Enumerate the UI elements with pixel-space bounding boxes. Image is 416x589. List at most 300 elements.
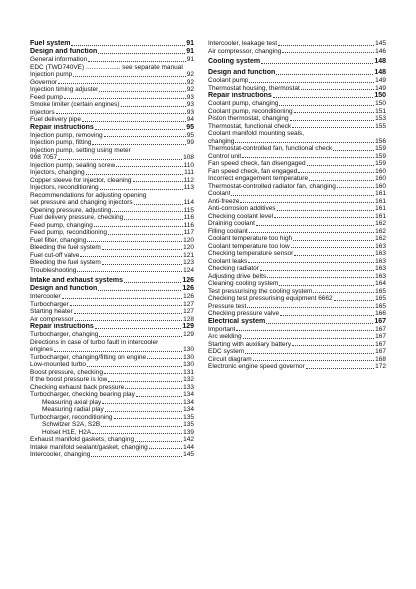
toc-entry-title: Repair instructions bbox=[30, 123, 94, 131]
toc-entry-title: Electrical system bbox=[208, 317, 266, 325]
toc-entry bbox=[30, 421, 194, 429]
toc-leader-dots bbox=[108, 381, 182, 382]
toc-leader-dots bbox=[102, 264, 182, 265]
toc-leader-dots bbox=[105, 411, 182, 412]
toc-entry-title: Fuel system bbox=[30, 40, 71, 47]
toc-entry bbox=[30, 354, 194, 362]
toc-entry bbox=[208, 108, 386, 116]
toc-entry-page: 114 bbox=[183, 199, 194, 206]
toc-entry-title: Copper sleeve for injector, cleaning bbox=[30, 176, 132, 184]
toc-entry bbox=[30, 252, 194, 260]
toc-leader-dots bbox=[245, 353, 374, 354]
toc-leader-dots bbox=[147, 358, 182, 359]
toc-entry-page: 159 bbox=[375, 145, 386, 152]
toc-entry-title: Injection timing adjuster bbox=[30, 86, 99, 93]
toc-leader-dots bbox=[231, 195, 374, 196]
toc-leader-dots bbox=[235, 142, 374, 143]
toc-entry-page: 115 bbox=[183, 206, 194, 214]
toc-leader-dots bbox=[309, 180, 374, 181]
toc-leader-dots bbox=[136, 396, 182, 397]
toc-entry-page: 93 bbox=[186, 93, 194, 101]
toc-leader-dots bbox=[277, 210, 375, 211]
toc-entry-page: 121 bbox=[183, 251, 194, 259]
toc-entry bbox=[30, 316, 194, 324]
toc-entry-title: Coolant pump bbox=[208, 77, 249, 84]
toc-entry bbox=[208, 318, 386, 326]
toc-entry-page: 164 bbox=[375, 280, 386, 287]
toc-entry-title: Injection pump, setting using meter bbox=[30, 146, 131, 154]
toc-entry bbox=[208, 348, 386, 356]
toc-leader-dots bbox=[149, 448, 182, 449]
toc-entry-title: Fuel delivery pressure, checking bbox=[30, 214, 124, 221]
toc-entry-title: Measuring axial play bbox=[42, 398, 102, 406]
toc-entry bbox=[208, 220, 386, 228]
toc-leader-dots bbox=[313, 292, 374, 293]
toc-entry-page: 116 bbox=[183, 221, 194, 229]
toc-entry-title: Control unit bbox=[208, 152, 242, 160]
toc-entry-page: 108 bbox=[183, 154, 194, 161]
toc-leader-dots bbox=[56, 113, 186, 114]
toc-entry-page: 161 bbox=[375, 205, 386, 212]
toc-entry-page: 167 bbox=[375, 348, 386, 355]
toc-leader-dots bbox=[135, 441, 182, 442]
toc-entry-page: 135 bbox=[183, 421, 194, 428]
toc-entry-page: 151 bbox=[375, 107, 386, 115]
toc-leader-dots bbox=[94, 226, 183, 227]
toc-leader-dots bbox=[75, 320, 182, 321]
toc-leader-dots bbox=[88, 61, 186, 62]
toc-entry-title: Filling coolant bbox=[208, 227, 248, 235]
toc-entry-page: 131 bbox=[183, 368, 194, 376]
toc-entry-title: Boost pressure, checking bbox=[30, 368, 103, 376]
toc-leader-dots bbox=[92, 144, 185, 145]
toc-leader-dots bbox=[290, 120, 375, 121]
toc-entry bbox=[30, 56, 194, 64]
toc-entry-title: Coolant bbox=[208, 190, 231, 197]
toc-entry bbox=[30, 323, 194, 331]
toc-entry-title: Draining coolant bbox=[208, 220, 255, 227]
toc-entry-page: 126 bbox=[182, 285, 194, 292]
toc-entry-page: 172 bbox=[375, 363, 386, 370]
toc-entry-page: 91 bbox=[186, 56, 194, 63]
toc-entry bbox=[208, 85, 386, 93]
toc-leader-dots bbox=[92, 433, 182, 434]
toc-entry bbox=[30, 40, 194, 48]
toc-entry-title: Checking test pressurising equipment 6662 bbox=[208, 295, 333, 302]
toc-entry-title: Feed pump, changing bbox=[30, 221, 93, 229]
toc-entry-title: Feed pump bbox=[30, 93, 63, 101]
toc-entry bbox=[208, 235, 386, 243]
toc-entry-page: 156 bbox=[375, 137, 386, 145]
toc-entry-page: 167 bbox=[375, 325, 386, 333]
toc-entry-page: 162 bbox=[375, 235, 386, 242]
toc-entry-page: 130 bbox=[183, 346, 194, 353]
toc-entry-title: Exhaust manifold gaskets, changing bbox=[30, 436, 135, 443]
toc-leader-dots bbox=[98, 290, 181, 291]
toc-entry bbox=[208, 153, 386, 161]
toc-entry-title: Incorrect engagement temperature bbox=[208, 175, 309, 182]
toc-entry-page: 134 bbox=[183, 391, 194, 398]
toc-entry-page: 160 bbox=[375, 182, 386, 190]
toc-entry bbox=[30, 162, 194, 170]
toc-entry-page: 142 bbox=[183, 436, 194, 443]
toc-entry-title: engines bbox=[30, 346, 53, 353]
toc-entry-title: Air compressor bbox=[30, 315, 74, 323]
toc-entry bbox=[30, 244, 194, 252]
toc-entry bbox=[30, 64, 194, 72]
toc-entry bbox=[208, 40, 386, 48]
toc-entry-page: 129 bbox=[183, 331, 194, 338]
toc-entry bbox=[30, 214, 194, 222]
toc-entry bbox=[208, 288, 386, 296]
toc-entry bbox=[30, 436, 194, 444]
toc-entry-title: Coolant pump, changing bbox=[208, 100, 279, 107]
toc-entry-page: 92 bbox=[186, 71, 194, 78]
toc-entry-title: EDC system bbox=[208, 348, 245, 355]
toc-entry bbox=[30, 406, 194, 414]
toc-leader-dots bbox=[82, 121, 186, 122]
toc-entry-title: Thermostat, functional check bbox=[208, 122, 292, 130]
toc-entry bbox=[30, 346, 194, 354]
toc-entry-page: 132 bbox=[183, 376, 194, 383]
toc-entry-page: 165 bbox=[375, 287, 386, 295]
toc-leader-dots bbox=[104, 373, 182, 374]
toc-entry-title: Turbocharger bbox=[30, 300, 69, 308]
toc-entry-page: 117 bbox=[183, 229, 194, 236]
toc-entry bbox=[30, 139, 194, 147]
toc-entry-title: Intercooler bbox=[30, 293, 61, 300]
toc-entry bbox=[208, 160, 386, 168]
toc-entry-page: 92 bbox=[186, 78, 194, 86]
toc-entry-page: 159 bbox=[375, 152, 386, 160]
toc-entry bbox=[30, 109, 194, 117]
toc-leader-dots bbox=[273, 97, 374, 98]
toc-entry-title: Injection pump, sealing screw bbox=[30, 161, 116, 169]
toc-entry-page: 153 bbox=[375, 115, 386, 122]
toc-entry-page: 146 bbox=[375, 47, 386, 55]
toc-entry bbox=[30, 71, 194, 79]
toc-entry-title: General information bbox=[30, 56, 88, 63]
toc-entry-title: Fuel delivery pipe bbox=[30, 116, 81, 123]
toc-entry-page: 127 bbox=[183, 300, 194, 308]
toc-entry-title: Bleeding the fuel system bbox=[30, 259, 101, 266]
toc-entry-title: Measuring radial play bbox=[42, 406, 104, 413]
toc-leader-dots bbox=[108, 234, 183, 235]
toc-leader-dots bbox=[98, 53, 185, 54]
toc-entry-page: 134 bbox=[183, 406, 194, 413]
toc-entry bbox=[208, 58, 386, 66]
toc-leader-dots bbox=[260, 270, 374, 271]
toc-leader-dots bbox=[334, 300, 374, 301]
toc-leader-dots bbox=[274, 217, 374, 218]
toc-entry bbox=[30, 132, 194, 140]
toc-entry-title: Thermostat housing, thermostat bbox=[208, 84, 300, 92]
toc-entry bbox=[208, 205, 386, 213]
toc-entry bbox=[30, 147, 194, 155]
toc-leader-dots bbox=[306, 368, 374, 369]
toc-entry-page: 163 bbox=[375, 257, 386, 265]
toc-entry bbox=[208, 175, 386, 183]
toc-entry-title: Intake manifold sealant/gasket, changing bbox=[30, 443, 148, 451]
toc-leader-dots bbox=[104, 136, 186, 137]
toc-entry-page: 93 bbox=[186, 108, 194, 116]
toc-entry-page: 166 bbox=[375, 310, 386, 317]
toc-entry bbox=[208, 123, 386, 131]
toc-leader-dots bbox=[64, 98, 186, 99]
toc-entry bbox=[30, 237, 194, 245]
toc-leader-dots bbox=[301, 89, 374, 90]
toc-entry bbox=[30, 331, 194, 339]
toc-right-column bbox=[208, 40, 386, 371]
toc-leader-dots bbox=[280, 315, 374, 316]
toc-entry-title: Starting with auxiliary battery bbox=[208, 340, 292, 348]
toc-leader-dots bbox=[133, 181, 183, 182]
toc-leader-dots bbox=[294, 255, 374, 256]
toc-leader-dots bbox=[62, 298, 182, 299]
toc-leader-dots bbox=[54, 351, 182, 352]
toc-leader-dots bbox=[114, 418, 183, 419]
toc-entry-title: Injection pump, fitting bbox=[30, 139, 92, 146]
toc-entry-page: 129 bbox=[182, 323, 194, 330]
toc-entry bbox=[208, 280, 386, 288]
toc-entry bbox=[208, 138, 386, 146]
toc-entry-title: Bleeding the fuel system bbox=[30, 244, 101, 251]
toc-entry-title: Turbocharger, checking bearing play bbox=[30, 391, 135, 398]
toc-leader-dots bbox=[242, 157, 374, 158]
toc-entry-title: Turbocharger, reconditioning bbox=[30, 413, 113, 421]
toc-leader-dots bbox=[91, 456, 182, 457]
toc-entry-title: Fuel filter, changing bbox=[30, 236, 87, 244]
toc-leader-dots bbox=[282, 52, 374, 53]
toc-leader-dots bbox=[102, 403, 182, 404]
toc-entry bbox=[30, 339, 194, 347]
toc-leader-dots bbox=[291, 247, 374, 248]
toc-entry-title: Schwitzer S2A, S2B bbox=[42, 421, 101, 428]
toc-entry bbox=[208, 228, 386, 236]
toc-leader-dots bbox=[236, 330, 374, 331]
toc-entry-title: Fan speed check, fan engaged bbox=[208, 167, 298, 175]
toc-entry-title: Anti-corrosion additives bbox=[208, 205, 276, 212]
toc-entry-page: 145 bbox=[183, 451, 194, 458]
toc-entry bbox=[208, 333, 386, 341]
toc-entry bbox=[30, 169, 194, 177]
toc-leader-dots bbox=[71, 45, 185, 46]
toc-entry-title: Circuit diagram bbox=[208, 355, 252, 363]
toc-entry bbox=[30, 154, 194, 162]
toc-leader-dots bbox=[279, 285, 374, 286]
toc-leader-dots bbox=[86, 174, 184, 175]
toc-entry bbox=[208, 168, 386, 176]
toc-entry-title: Air compressor, changing bbox=[208, 47, 282, 55]
toc-entry bbox=[30, 116, 194, 124]
toc-entry bbox=[208, 145, 386, 153]
toc-leader-dots bbox=[256, 225, 374, 226]
toc-entry-page: 130 bbox=[183, 353, 194, 361]
toc-entry-title: Coolant manifold mounting seals, bbox=[208, 130, 305, 137]
toc-entry-title: Coolant pump, reconditioning bbox=[208, 107, 293, 115]
toc-entry-title: Troubleshooting bbox=[30, 266, 77, 274]
toc-entry-page: 123 bbox=[183, 259, 194, 266]
toc-entry-title: Design and function bbox=[208, 69, 276, 76]
toc-entry-page: 149 bbox=[375, 77, 386, 84]
toc-entry-page: 133 bbox=[183, 383, 194, 391]
toc-entry-page: 134 bbox=[183, 398, 194, 406]
toc-entry bbox=[208, 183, 386, 191]
toc-left-column bbox=[30, 40, 194, 459]
toc-entry-title: 998 7057 bbox=[30, 154, 58, 161]
toc-entry-title: Adjusting drive belts bbox=[208, 272, 267, 280]
toc-entry-title: Thermostat-controlled fan, functional check bbox=[208, 145, 333, 152]
toc-leader-dots bbox=[134, 204, 183, 205]
toc-leader-dots bbox=[253, 360, 374, 361]
toc-leader-dots bbox=[112, 211, 182, 212]
toc-leader-dots bbox=[337, 187, 374, 188]
toc-entry bbox=[30, 222, 194, 230]
toc-entry-page: 165 bbox=[375, 302, 386, 310]
toc-entry-page: 130 bbox=[183, 361, 194, 368]
toc-leader-dots bbox=[101, 426, 182, 427]
toc-entry-page: 155 bbox=[375, 122, 386, 130]
toc-leader-dots bbox=[80, 256, 182, 257]
toc-entry bbox=[208, 198, 386, 206]
toc-entry-title: Cooling system bbox=[208, 58, 261, 65]
toc-entry-page: 93 bbox=[186, 101, 194, 108]
toc-entry-page: 111 bbox=[184, 169, 194, 176]
toc-entry bbox=[208, 310, 386, 318]
toc-entry-page: 91 bbox=[186, 48, 194, 55]
toc-entry-title: Checking pressure valve bbox=[208, 310, 280, 317]
toc-entry bbox=[30, 86, 194, 94]
toc-leader-dots bbox=[95, 328, 182, 329]
toc-entry-page: 127 bbox=[183, 308, 194, 315]
toc-leader-dots bbox=[95, 129, 185, 130]
toc-entry-title: Repair instructions bbox=[30, 323, 94, 330]
toc-entry-title: Injection pump bbox=[30, 71, 73, 78]
toc-entry bbox=[208, 77, 386, 85]
toc-entry-page: 99 bbox=[186, 139, 194, 146]
toc-leader-dots bbox=[124, 219, 182, 220]
toc-leader-dots bbox=[240, 202, 374, 203]
toc-entry bbox=[208, 356, 386, 364]
toc-entry-title: Low-mounted turbo bbox=[30, 361, 87, 368]
toc-entry bbox=[208, 273, 386, 281]
toc-leader-dots bbox=[121, 106, 186, 107]
toc-entry-page: 128 bbox=[183, 315, 194, 323]
toc-entry-page: 150 bbox=[375, 100, 386, 107]
toc-entry bbox=[30, 277, 194, 285]
toc-leader-dots bbox=[307, 165, 375, 166]
toc-leader-dots bbox=[99, 336, 182, 337]
toc-entry-title: Feed pump, reconditioning bbox=[30, 229, 107, 236]
toc-entry-title: Electronic engine speed governor bbox=[208, 363, 305, 370]
toc-entry-page: 161 bbox=[375, 197, 386, 205]
toc-entry-page: 144 bbox=[183, 443, 194, 451]
toc-entry-title: Cleaning cooling system bbox=[208, 280, 279, 287]
toc-entry bbox=[30, 293, 194, 301]
toc-entry-page: 94 bbox=[186, 116, 194, 123]
toc-entry-page: 95 bbox=[186, 131, 194, 139]
toc-entry-title: Turbocharger, changing bbox=[30, 331, 99, 338]
toc-entry-title: Governor bbox=[30, 78, 58, 86]
toc-leader-dots bbox=[87, 366, 182, 367]
toc-entry bbox=[30, 184, 194, 192]
toc-entry-title: Pressure test bbox=[208, 302, 247, 310]
toc-entry bbox=[30, 399, 194, 407]
toc-leader-dots bbox=[249, 82, 374, 83]
toc-entry bbox=[30, 301, 194, 309]
toc-entry-page: 165 bbox=[375, 295, 386, 302]
toc-entry bbox=[30, 429, 194, 437]
toc-leader-dots bbox=[125, 388, 182, 389]
toc-entry-title: Turbocharger, changing/fitting on engine bbox=[30, 353, 147, 361]
toc-entry-page: 162 bbox=[375, 227, 386, 235]
toc-entry-page: 126 bbox=[182, 277, 194, 284]
toc-leader-dots bbox=[74, 313, 183, 314]
toc-entry bbox=[30, 229, 194, 237]
toc-leader-dots bbox=[58, 83, 186, 84]
toc-leader-dots bbox=[116, 166, 182, 167]
toc-leader-dots bbox=[124, 282, 181, 283]
toc-entry-title: Intake and exhaust systems bbox=[30, 277, 123, 284]
toc-entry-title: Fuel cut-off valve bbox=[30, 251, 80, 259]
toc-entry-page: 149 bbox=[375, 84, 386, 92]
toc-entry-page: 163 bbox=[375, 272, 386, 280]
toc-entry bbox=[208, 265, 386, 273]
toc-leader-dots bbox=[87, 241, 182, 242]
toc-entry bbox=[30, 285, 194, 293]
toc-entry-page: 120 bbox=[183, 236, 194, 244]
toc-entry-title: Injectors bbox=[30, 108, 55, 116]
toc-entry-title: Thermostat-controlled radiator fan, changing bbox=[208, 182, 336, 190]
toc-entry-page: 159 bbox=[375, 160, 386, 167]
toc-leader-dots bbox=[333, 150, 374, 151]
toc-entry-page: 161 bbox=[375, 190, 386, 197]
toc-entry bbox=[30, 177, 194, 185]
toc-entry-title: Injectors, changing bbox=[30, 169, 85, 176]
toc-entry-title: Repair instructions bbox=[208, 92, 272, 99]
toc-entry-page: 110 bbox=[183, 161, 194, 169]
toc-entry-page: 91 bbox=[186, 40, 194, 47]
toc-entry-title: Checking temperature sensor bbox=[208, 250, 294, 257]
toc-leader-dots bbox=[102, 249, 182, 250]
toc-entry-page: 163 bbox=[375, 265, 386, 272]
toc-entry-page: 92 bbox=[186, 86, 194, 93]
toc-leader-dots bbox=[243, 338, 375, 339]
toc-entry-title: Holset H1E, H2A bbox=[42, 428, 92, 436]
toc-entry-title: Intercooler, changing bbox=[30, 451, 91, 458]
toc-entry bbox=[30, 414, 194, 422]
toc-entry-page: 112 bbox=[183, 176, 194, 184]
toc-leader-dots bbox=[70, 305, 182, 306]
toc-entry-title: Intercooler, leakage test bbox=[208, 40, 278, 47]
toc-leader-dots bbox=[276, 74, 373, 75]
toc-entry-title: Test pressurising the cooling system bbox=[208, 287, 313, 295]
toc-entry-page: 124 bbox=[183, 266, 194, 274]
toc-entry-title: Fan speed check, fan disengaged bbox=[208, 160, 306, 167]
toc-leader-dots bbox=[58, 159, 182, 160]
toc-entry-page: 148 bbox=[374, 69, 386, 76]
toc-leader-dots bbox=[267, 277, 374, 278]
toc-leader-dots bbox=[293, 240, 374, 241]
toc-entry bbox=[30, 444, 194, 452]
toc-entry bbox=[208, 130, 386, 138]
toc-leader-dots bbox=[77, 271, 182, 272]
toc-entry-page: 160 bbox=[375, 175, 386, 182]
toc-entry-title: Design and function bbox=[30, 48, 98, 55]
toc-entry-title: Checking coolant level bbox=[208, 212, 274, 220]
toc-entry bbox=[208, 115, 386, 123]
toc-entry bbox=[208, 92, 386, 100]
